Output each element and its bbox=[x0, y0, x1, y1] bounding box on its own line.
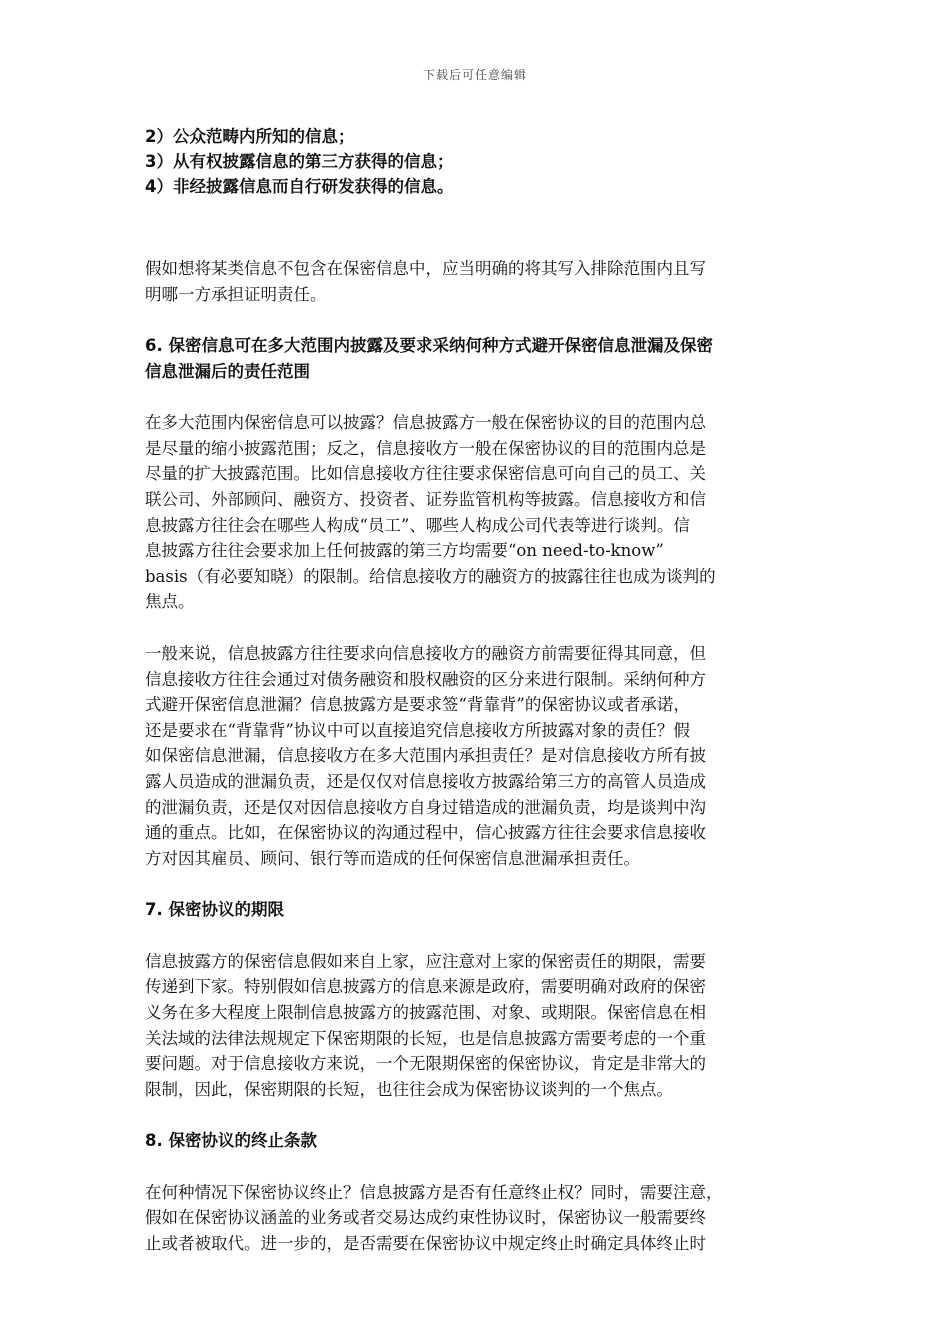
paragraph-line: 式避开保密信息泄漏？信息披露方是要求签“背靠背”的保密协议或者承诺， bbox=[145, 695, 690, 715]
paragraph-line: 在多大范围内保密信息可以披露？信息披露方一般在保密协议的目的范围内总 bbox=[145, 413, 706, 433]
paragraph-line: 要问题。对于信息接收方来说，一个无限期保密的保密协议，肯定是非常大的 bbox=[145, 1054, 706, 1074]
paragraph-line: 假如在保密协议涵盖的业务或者交易达成约束性协议时，保密协议一般需要终 bbox=[145, 1208, 706, 1228]
paragraph-line: 信息接收方往往会通过对债务融资和股权融资的区分来进行限制。采纳何种方 bbox=[145, 669, 706, 689]
section-heading-6 bbox=[145, 333, 807, 384]
paragraph-line: basis（有必要知晓）的限制。给信息接收方的融资方的披露往往也成为谈判的 bbox=[145, 566, 716, 586]
paragraph-line: 息披露方往往会在哪些人构成“员工”、哪些人构成公司代表等进行谈判。信 bbox=[145, 515, 690, 535]
paragraph-line: 如保密信息泄漏，信息接收方在多大范围内承担责任？是对信息接收方所有披 bbox=[145, 746, 706, 766]
paragraph-line: 联公司、外部顾问、融资方、投资者、证券监管机构等披露。信息接收方和信 bbox=[145, 489, 706, 509]
document-body bbox=[145, 124, 807, 1257]
paragraph-line: 传递到下家。特别假如信息披露方的信息来源是政府，需要明确对政府的保密 bbox=[145, 977, 706, 997]
exclusion-list bbox=[145, 124, 807, 199]
list-item: 3）从有权披露信息的第三方获得的信息； bbox=[145, 152, 454, 171]
paragraph-line: 关法域的法律法规规定下保密期限的长短，也是信息披露方需要考虑的一个重 bbox=[145, 1028, 706, 1048]
page-header: 下载后可任意编辑 bbox=[422, 68, 527, 82]
paragraph-line: 一般来说，信息披露方往往要求向信息接收方的融资方前需要征得其同意，但 bbox=[145, 643, 706, 663]
paragraph-line: 限制，因此，保密期限的长短，也往往会成为保密协议谈判的一个焦点。 bbox=[145, 1079, 673, 1099]
paragraph-term bbox=[145, 949, 807, 1103]
paragraph-line: 信息披露方的保密信息假如来自上家，应注意对上家的保密责任的期限，需要 bbox=[145, 951, 706, 971]
paragraph-line: 还是要求在“背靠背”协议中可以直接追究信息接收方所披露对象的责任？假 bbox=[145, 720, 690, 740]
paragraph-line: 息披露方往往会要求加上任何披露的第三方均需要“on need-to-know” bbox=[145, 541, 664, 561]
list-item: 2）公众范畴内所知的信息； bbox=[145, 127, 355, 146]
paragraph-line: 尽量的扩大披露范围。比如信息接收方往往要求保密信息可向自己的员工、关 bbox=[145, 464, 706, 484]
section-heading-8: 8. 保密协议的终止条款 bbox=[145, 1131, 317, 1151]
paragraph-line: 明哪一方承担证明责任。 bbox=[145, 284, 327, 304]
paragraph-liability bbox=[145, 641, 807, 871]
section-heading-7: 7. 保密协议的期限 bbox=[145, 900, 284, 920]
paragraph-line: 是尽量的缩小披露范围；反之，信息接收方一般在保密协议的目的范围内总是 bbox=[145, 438, 706, 458]
paragraph-line: 义务在多大程度上限制信息披露方的披露范围、对象、或期限。保密信息在相 bbox=[145, 1002, 706, 1022]
paragraph-line: 假如想将某类信息不包含在保密信息中，应当明确的将其写入排除范围内且写 bbox=[145, 259, 706, 278]
paragraph-line: 止或者被取代。进一步的，是否需要在保密协议中规定终止时确定具体终止时 bbox=[145, 1234, 706, 1254]
paragraph-line: 方对因其雇员、顾问、银行等而造成的任何保密信息泄漏承担责任。 bbox=[145, 848, 640, 868]
paragraph-disclosure-scope bbox=[145, 410, 807, 615]
paragraph-line: 焦点。 bbox=[145, 592, 195, 612]
heading-line: 6. 保密信息可在多大范围内披露及要求采纳何种方式避开保密信息泄漏及保密 bbox=[145, 336, 713, 356]
paragraph-line: 露人员造成的泄漏负责，还是仅仅对信息接收方披露给第三方的高管人员造成 bbox=[145, 771, 706, 791]
paragraph-exclusion-note bbox=[145, 256, 807, 307]
paragraph-line: 的泄漏负责，还是仅对因信息接收方自身过错造成的泄漏负责，均是谈判中沟 bbox=[145, 797, 706, 817]
list-item: 4）非经披露信息而自行研发获得的信息。 bbox=[145, 177, 454, 196]
paragraph-termination bbox=[145, 1180, 807, 1257]
heading-line: 信息泄漏后的责任范围 bbox=[145, 361, 310, 381]
paragraph-line: 在何种情况下保密协议终止？信息披露方是否有任意终止权？同时，需要注意， bbox=[145, 1182, 723, 1202]
paragraph-line: 通的重点。比如，在保密协议的沟通过程中，信心披露方往往会要求信息接收 bbox=[145, 823, 706, 843]
